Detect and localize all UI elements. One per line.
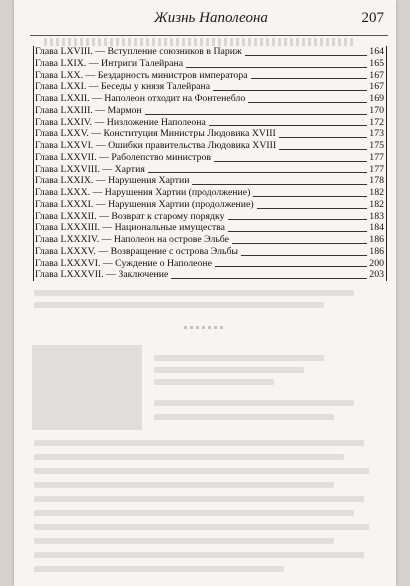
toc-entry [34, 164, 386, 176]
toc-entry-label: Глава LXXXVI. — Суждение о Наполеоне [35, 257, 212, 269]
bleed-through-line [34, 440, 364, 446]
toc-entry-page: 172 [369, 116, 384, 128]
toc-entry [34, 152, 386, 164]
bleed-through-line [154, 379, 274, 385]
toc-leader-line [209, 125, 367, 126]
toc-entry [34, 175, 386, 187]
bleed-through-strip [44, 38, 356, 46]
toc-entry-page: 184 [369, 222, 384, 234]
toc-entry [34, 246, 386, 258]
toc-entry-page: 169 [369, 93, 384, 105]
toc-entry-label: Глава LXVIII. — Вступление союзников в Париж [35, 46, 242, 58]
bleed-through-line [154, 367, 304, 373]
toc-entry-page: 186 [369, 245, 384, 257]
toc-entry [34, 117, 386, 129]
toc-entry-page: 177 [369, 151, 384, 163]
running-title: Жизнь Наполеона [154, 10, 268, 26]
toc-entry-label: Глава LXXIX. — Нарушения Хартии [35, 175, 190, 187]
toc-leader-line [241, 255, 367, 256]
bleed-through-line [154, 355, 324, 361]
bleed-through-line [34, 454, 344, 460]
running-header [14, 10, 396, 34]
table-of-contents [33, 46, 387, 281]
bleed-through-line [34, 552, 364, 558]
toc-entry-label: Глава LXXIV. — Низложение Наполеона [35, 116, 206, 128]
toc-entry-label: Глава LXXXII. — Возврат к старому порядку [35, 210, 225, 222]
toc-leader-line [232, 243, 367, 244]
toc-leader-line [251, 78, 368, 79]
toc-entry-label: Глава LXXVII. — Раболепство министров [35, 151, 212, 163]
toc-entry-label: Глава LXXV. — Конституция Министры Людовика XVIII [35, 128, 276, 140]
toc-entry-page: 170 [369, 104, 384, 116]
bleed-through-line [154, 400, 354, 406]
toc-leader-line [148, 172, 367, 173]
toc-entry [34, 93, 386, 105]
toc-leader-line [248, 102, 367, 103]
toc-entry [34, 199, 386, 211]
toc-entry [34, 46, 386, 58]
toc-entry-page: 175 [369, 140, 384, 152]
toc-entry [34, 128, 386, 140]
toc-entry-page: 183 [369, 210, 384, 222]
toc-leader-line [253, 196, 367, 197]
toc-entry-label: Глава LXXI. — Беседы у князя Талейрана [35, 81, 211, 93]
toc-entry-page: 200 [369, 257, 384, 269]
bleed-through-line [34, 482, 334, 488]
toc-leader-line [145, 114, 368, 115]
toc-entry-page: 182 [369, 198, 384, 210]
toc-entry [34, 222, 386, 234]
toc-entry-label: Глава LXXXIII. — Национальные имущества [35, 222, 226, 234]
bleed-through-line [154, 414, 334, 420]
toc-leader-line [192, 184, 367, 185]
toc-leader-line [228, 231, 367, 232]
toc-entry-label: Глава LXXVI. — Ошибки правительства Людовика XVIII [35, 140, 277, 152]
bleed-through-line [34, 496, 364, 502]
toc-entry [34, 81, 386, 93]
toc-leader-line [213, 90, 367, 91]
bleed-through-line [34, 538, 334, 544]
toc-entry-label: Глава LXXXV. — Возвращение с острова Эльбы [35, 245, 239, 257]
toc-entry-page: 178 [369, 175, 384, 187]
toc-entry [34, 105, 386, 117]
toc-leader-line [257, 208, 368, 209]
toc-leader-line [279, 149, 367, 150]
toc-entry-label: Глава LXXXI. — Нарушения Хартии (продолжение) [35, 198, 254, 210]
toc-entry-label: Глава LXXVIII. — Хартия [35, 163, 145, 175]
bleed-through-line [34, 302, 324, 308]
toc-leader-line [186, 67, 367, 68]
toc-entry-label: Глава LXX. — Бездарность министров императора [35, 69, 248, 81]
toc-leader-line [215, 266, 367, 267]
toc-entry [34, 140, 386, 152]
book-page [14, 0, 396, 586]
toc-entry [34, 211, 386, 223]
toc-leader-line [279, 137, 368, 138]
bleed-through-line [34, 566, 284, 572]
toc-entry [34, 187, 386, 199]
toc-leader-line [214, 161, 367, 162]
toc-entry [34, 269, 386, 281]
toc-leader-line [228, 219, 368, 220]
bleed-through-line [34, 524, 369, 530]
toc-entry-label: Глава LXXIII. — Мармон [35, 104, 142, 116]
bleed-through-line [34, 290, 354, 296]
toc-leader-line [171, 278, 367, 279]
toc-entry-page: 182 [369, 187, 384, 199]
toc-entry-page: 164 [369, 46, 384, 58]
toc-entry [34, 58, 386, 70]
bleed-through-line [34, 468, 369, 474]
page-number: 207 [361, 10, 384, 26]
toc-entry [34, 70, 386, 82]
toc-entry-label: Глава LXXXIV. — Наполеон на острове Эльбе [35, 234, 230, 246]
bleed-through-image [32, 345, 142, 430]
toc-entry-label: Глава LXXII. — Наполеон отходит на Фонтенебло [35, 93, 246, 105]
toc-entry-page: 167 [369, 81, 384, 93]
toc-entry-page: 203 [369, 269, 384, 281]
toc-entry-page: 165 [369, 57, 384, 69]
toc-entry-page: 167 [369, 69, 384, 81]
toc-entry-label: Глава LXXXVII. — Заключение [35, 269, 169, 281]
toc-leader-line [245, 55, 368, 56]
toc-entry [34, 234, 386, 246]
toc-entry-page: 173 [369, 128, 384, 140]
toc-entry-label: Глава LXXX. — Нарушения Хартии (продолжение) [35, 187, 251, 199]
toc-entry [34, 258, 386, 270]
bleed-through-line [34, 510, 354, 516]
bleed-through-divider [184, 326, 224, 329]
toc-entry-label: Глава LXIX. — Интриги Талейрана [35, 57, 184, 69]
toc-entry-page: 186 [369, 234, 384, 246]
header-rule [30, 35, 388, 36]
toc-entry-page: 177 [369, 163, 384, 175]
